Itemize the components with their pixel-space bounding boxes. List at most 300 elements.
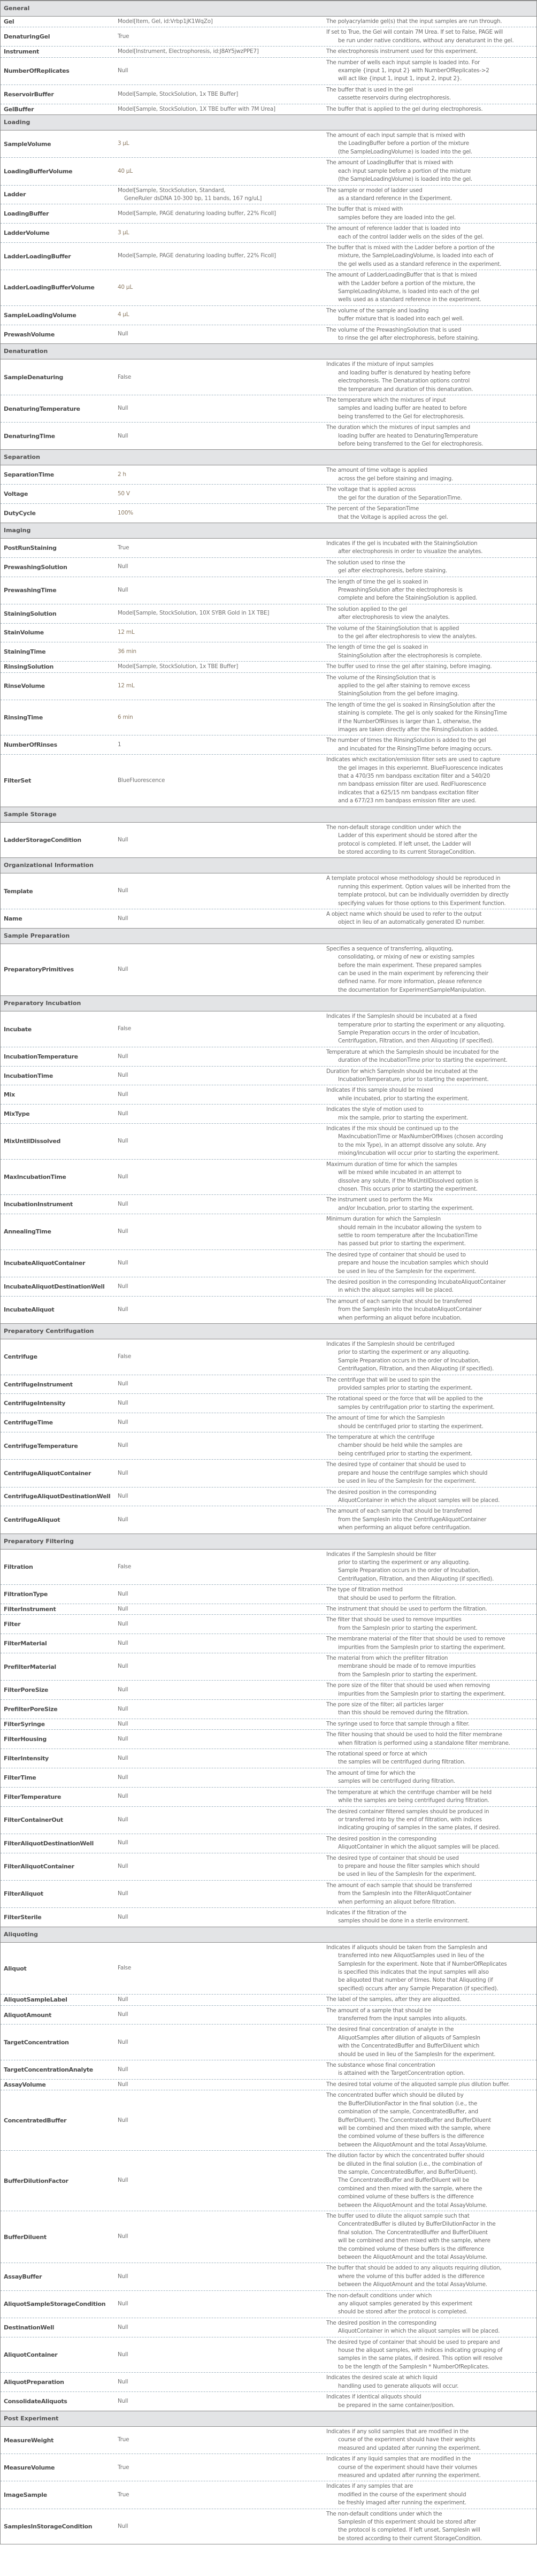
option-name: BufferDiluent bbox=[4, 2233, 47, 2241]
option-row bbox=[1, 1604, 536, 1614]
description-line: the protocol is completed. If left unset, SamplesIn will bbox=[338, 2527, 480, 2534]
option-value-line: Null bbox=[118, 2117, 128, 2123]
option-value-line: Null bbox=[118, 966, 128, 973]
section-loading bbox=[1, 114, 536, 343]
description-line: when performing an aliquot before centrifugation. bbox=[338, 1524, 471, 1531]
option-value-line: Null bbox=[118, 2523, 128, 2529]
option-description bbox=[326, 325, 536, 344]
option-row bbox=[1, 104, 536, 114]
description-line: The desired type of container that should be used to prepare and bbox=[326, 2339, 500, 2345]
option-value-line: False bbox=[118, 1025, 132, 1032]
option-value bbox=[118, 663, 326, 671]
option-description bbox=[326, 539, 536, 557]
option-value-line: 4 μL bbox=[118, 311, 129, 318]
description-line: the combined volume of these buffers is the difference bbox=[338, 2245, 484, 2252]
option-name: MeasureWeight bbox=[4, 2436, 54, 2444]
option-description bbox=[326, 2211, 536, 2263]
description-line: transferred from the input samples into aliquots. bbox=[338, 2015, 467, 2022]
description-line: protocol is completed. If left unset, the Ladder will bbox=[338, 840, 471, 847]
description-line: be stored according to its current StorageCondition. bbox=[338, 848, 476, 855]
option-value bbox=[118, 648, 326, 656]
option-value bbox=[118, 432, 326, 440]
description-line: The length of time the gel is soaked in bbox=[326, 578, 428, 585]
option-description bbox=[326, 1604, 536, 1614]
option-row bbox=[1, 2391, 536, 2411]
description-line: should be centrifuged prior to starting the experiment. bbox=[338, 1423, 484, 1430]
description-line: the gel images in this experiemnt. BlueFluorescence indicates bbox=[338, 764, 503, 771]
option-row bbox=[1, 2079, 536, 2090]
option-value bbox=[118, 1996, 326, 2004]
option-row bbox=[1, 305, 536, 325]
option-name: CentrifugeInstrument bbox=[4, 1381, 73, 1388]
description-line: impurities from the SamplesIn prior to starting the experiment. bbox=[338, 1690, 506, 1697]
option-value bbox=[118, 1492, 326, 1500]
option-name: IncubationTime bbox=[4, 1072, 53, 1079]
section-post-experiment bbox=[1, 2411, 536, 2544]
description-line: Indicates if aliquots should be taken from the SamplesIn and bbox=[326, 1944, 487, 1951]
description-line: from the SamplesIn into the CentrifugeAliquotContainer bbox=[338, 1516, 487, 1523]
option-value bbox=[118, 1913, 326, 1921]
option-name: Filter bbox=[4, 1621, 21, 1628]
option-description bbox=[326, 1488, 536, 1506]
description-line: be aliquoted that number of times. Note that Aliquoting (if bbox=[338, 1977, 493, 1984]
description-line: can be used in the main experiment by referencing their bbox=[338, 970, 489, 977]
description-line: and a 677/23 nm bandpass emission filter are used. bbox=[338, 798, 477, 804]
description-line: Sample Preparation occurs in the order of Incubation, bbox=[338, 1030, 480, 1036]
option-name: FilterMaterial bbox=[4, 1640, 47, 1647]
option-name: IncubateAliquot bbox=[4, 1306, 55, 1314]
option-description bbox=[326, 2392, 536, 2411]
description-line: the combined volume of these buffers is the difference bbox=[338, 2133, 484, 2140]
description-line: The number of times the RinsingSolution is added to the gel bbox=[326, 737, 486, 744]
description-line: and incubated for the RinsingTime before imaging occurs. bbox=[338, 745, 493, 752]
option-row bbox=[1, 754, 536, 806]
option-value-line: Null bbox=[118, 1605, 128, 1612]
option-value bbox=[118, 544, 326, 552]
description-line: If set to True, the Gel will contain 7M Urea. If set to False, PAGE will bbox=[326, 29, 503, 36]
option-value-line: Model[Item, Gel, id:Vrbp1jK1WqZo] bbox=[118, 18, 213, 25]
option-row bbox=[1, 1584, 536, 1604]
option-value bbox=[118, 33, 326, 41]
description-line: The instrument used to perform the Mix bbox=[326, 1197, 433, 1203]
description-line: The dilution factor by which the concentrated buffer should bbox=[326, 2152, 485, 2159]
option-description bbox=[326, 1460, 536, 1486]
description-line: provided samples prior to starting the experiment. bbox=[338, 1385, 473, 1392]
option-name: LadderVolume bbox=[4, 229, 50, 237]
option-row bbox=[1, 46, 536, 57]
section-header: Denaturation bbox=[1, 344, 536, 359]
description-line: samples before they are loaded into the gel. bbox=[338, 214, 456, 221]
description-line: combination of the sample, ConcentratedBuffer, and bbox=[338, 2109, 478, 2115]
description-line: indicates that a 625/15 nm bandpass excitation filter bbox=[338, 789, 479, 796]
option-description bbox=[326, 700, 536, 735]
description-line: samples should be done in a sterile environment. bbox=[338, 1918, 470, 1925]
option-name: IncubationTemperature bbox=[4, 1053, 78, 1060]
description-line: The buffer that is mixed with the Ladder before a portion of the bbox=[326, 244, 495, 251]
option-row bbox=[1, 1994, 536, 2005]
description-line: specifying values for those options to this Experiment function. bbox=[338, 900, 506, 907]
description-line: be diluted in the final solution (i.e., the combination of bbox=[338, 2160, 482, 2167]
option-name: Ladder bbox=[4, 191, 26, 198]
option-value-line: Model[Instrument, Electrophoresis, id:J8AY5jwzPPE7] bbox=[118, 48, 259, 55]
option-row bbox=[1, 1729, 536, 1749]
description-line: Indicates the style of motion used to bbox=[326, 1106, 424, 1113]
description-line: PrewashingSolution after the electrophoresis is bbox=[338, 586, 463, 593]
option-description bbox=[326, 2481, 536, 2508]
description-line: from the SamplesIn prior to starting the experiment. bbox=[338, 1671, 478, 1678]
option-value bbox=[118, 490, 326, 498]
description-line: The filter housing that should be used to hold the filter membrane bbox=[326, 1731, 502, 1738]
description-line: that a 470/35 nm bandpass excitation filter and a 540/20 bbox=[338, 773, 490, 780]
description-line: The length of time the gel is soaked in RinsingSolution after the bbox=[326, 701, 495, 708]
option-row bbox=[1, 131, 536, 157]
option-row bbox=[1, 2060, 536, 2079]
description-line: AliquotSamples after dilution of aliquots of SamplesIn bbox=[338, 2034, 480, 2041]
option-name: LoadingBufferVolume bbox=[4, 167, 73, 175]
option-value bbox=[118, 563, 326, 571]
option-name: AliquotPreparation bbox=[4, 2379, 64, 2386]
option-description bbox=[326, 1834, 536, 1853]
description-line: prepare and house the centrifuge samples which should bbox=[338, 1469, 488, 1476]
option-value-line: Model[Sample, StockSolution, 1x TBE Buffer] bbox=[118, 663, 239, 670]
option-description bbox=[326, 85, 536, 104]
option-description bbox=[326, 1085, 536, 1104]
option-value-line: Model[Sample, StockSolution, Standard, bbox=[118, 187, 226, 194]
description-line: with the ConcentratedBuffer and BufferDiluent which bbox=[338, 2043, 480, 2050]
option-row bbox=[1, 1339, 536, 1375]
description-line: SampleLoadingVolume, is loaded into each of the gel bbox=[338, 288, 479, 295]
description-line: final solution. The ConcentratedBuffer and BufferDiluent bbox=[338, 2229, 488, 2236]
option-row bbox=[1, 1066, 536, 1085]
option-value-line: 12 mL bbox=[118, 629, 135, 636]
option-name: Gel bbox=[4, 18, 14, 26]
description-line: Indicates if this sample should be mixed bbox=[326, 1087, 433, 1094]
option-description bbox=[326, 624, 536, 642]
option-description bbox=[326, 224, 536, 242]
option-value bbox=[118, 2436, 326, 2444]
option-name: CentrifugeTemperature bbox=[4, 1442, 78, 1450]
option-name: Filtration bbox=[4, 1563, 33, 1570]
option-row bbox=[1, 242, 536, 270]
option-value bbox=[118, 1137, 326, 1145]
option-value bbox=[118, 682, 326, 690]
section-denaturation bbox=[1, 343, 536, 449]
option-value bbox=[118, 1792, 326, 1800]
description-line: from the SamplesIn into the IncubateAliquotContainer bbox=[338, 1306, 482, 1313]
option-description bbox=[326, 1700, 536, 1719]
description-line: will be combined and then mixed with the sample, where bbox=[338, 2125, 490, 2132]
option-name: FilterTime bbox=[4, 1774, 36, 1781]
option-value-line: Null bbox=[118, 2011, 128, 2018]
option-description bbox=[326, 1160, 536, 1195]
option-name: AnnealingTime bbox=[4, 1228, 51, 1236]
option-description bbox=[326, 1881, 536, 1907]
option-row bbox=[1, 85, 536, 104]
option-row bbox=[1, 1047, 536, 1066]
option-row bbox=[1, 17, 536, 27]
option-value bbox=[118, 1442, 326, 1450]
option-description bbox=[326, 909, 536, 928]
description-line: The desired final concentration of analyte in the bbox=[326, 2026, 454, 2033]
option-value bbox=[118, 2397, 326, 2405]
description-line: Specifies a sequence of transferring, aliquoting, bbox=[326, 945, 453, 952]
description-line: AliquotContainer in which the aliquot samples will be placed. bbox=[338, 1497, 500, 1504]
option-name: DenaturingTemperature bbox=[4, 405, 80, 412]
option-value bbox=[118, 2066, 326, 2074]
option-row bbox=[1, 1653, 536, 1680]
option-row bbox=[1, 642, 536, 661]
option-name: TargetConcentration bbox=[4, 2038, 69, 2046]
option-name: FilterInstrument bbox=[4, 1606, 56, 1613]
option-value bbox=[118, 1259, 326, 1267]
description-line: being centrifuged prior to starting the experiment. bbox=[338, 1450, 472, 1457]
option-description bbox=[326, 1681, 536, 1699]
option-name: RinsingTime bbox=[4, 714, 43, 722]
description-line: The buffer that should be added to any aliquots requiring dilution, bbox=[326, 2265, 502, 2272]
description-line: The rotational speed or force at which bbox=[326, 1751, 427, 1758]
option-value-line: Null bbox=[118, 1201, 128, 1208]
option-name: FilterPoreSize bbox=[4, 1686, 49, 1694]
option-row bbox=[1, 1907, 536, 1927]
option-name: MaxIncubationTime bbox=[4, 1174, 66, 1180]
description-line: The buffer that is applied to the gel during electrophoresis. bbox=[326, 105, 483, 112]
description-line: The amount of each sample that should be transferred bbox=[326, 1882, 472, 1889]
option-row bbox=[1, 2454, 536, 2481]
option-description bbox=[326, 873, 536, 909]
description-line: The desired container filtered samples should be produced in bbox=[326, 1808, 489, 1815]
description-line: The instrument that should be used to perform the filtration. bbox=[326, 1605, 487, 1612]
description-line: each input sample before a portion of the mixture bbox=[338, 167, 471, 174]
option-name: AliquotAmount bbox=[4, 2011, 52, 2019]
option-value-line: Null bbox=[118, 1705, 128, 1712]
description-line: Ladder of this experiment should be stored after the bbox=[338, 832, 478, 839]
description-line: prior to starting the experiment or any aliquoting. bbox=[338, 1349, 471, 1356]
description-line: Indicates if the SamplesIn should be filter bbox=[326, 1551, 436, 1558]
description-line: Indicates if any liquid samples that are modified in the bbox=[326, 2456, 471, 2463]
description-line: the sample, ConcentratedBuffer, and BufferDiluent). bbox=[338, 2168, 478, 2175]
description-line: The ConcentratedBuffer and BufferDiluent will be bbox=[338, 2177, 470, 2184]
option-value-line: Null bbox=[118, 1091, 128, 1098]
section-imaging bbox=[1, 523, 536, 807]
option-name: MixType bbox=[4, 1110, 30, 1118]
option-description bbox=[326, 2151, 536, 2211]
option-value bbox=[118, 1173, 326, 1181]
option-value bbox=[118, 1025, 326, 1033]
option-value-line: Null bbox=[118, 1621, 128, 1628]
option-description bbox=[326, 944, 536, 995]
option-value bbox=[118, 609, 326, 617]
option-value-line: Null bbox=[118, 1173, 128, 1180]
option-row bbox=[1, 1768, 536, 1787]
option-name: AliquotContainer bbox=[4, 2351, 58, 2358]
option-value bbox=[118, 1228, 326, 1236]
description-line: Sample Preparation occurs in the order of Incubation, bbox=[338, 1357, 480, 1364]
description-line: and/or Incubation, prior to starting the experiment. bbox=[338, 1205, 474, 1212]
option-value bbox=[118, 2491, 326, 2499]
description-line: any aliquot samples generated by this experiment bbox=[338, 2301, 472, 2307]
option-name: Centrifuge bbox=[4, 1353, 37, 1361]
description-line: SamplesIn of this experiment should be stored after bbox=[338, 2518, 476, 2525]
description-line: The amount of each sample that should be transferred bbox=[326, 1508, 472, 1515]
description-line: chosen. This occurs prior to starting the experiment. bbox=[338, 1185, 478, 1192]
option-name: DenaturingGel bbox=[4, 33, 50, 41]
description-line: combined volume of these buffers is the difference bbox=[338, 2194, 474, 2201]
option-value bbox=[118, 2300, 326, 2308]
description-line: to the gel after electrophoresis to view the analytes. bbox=[338, 633, 477, 640]
option-value-line: 100% bbox=[118, 509, 133, 516]
option-name: StainVolume bbox=[4, 629, 44, 637]
option-row bbox=[1, 1634, 536, 1653]
option-description bbox=[326, 673, 536, 700]
option-value bbox=[118, 777, 326, 785]
option-row bbox=[1, 27, 536, 46]
section-header: Organizational Information bbox=[1, 858, 536, 873]
option-value bbox=[118, 1469, 326, 1477]
option-value bbox=[118, 1516, 326, 1524]
option-name: PostRunStaining bbox=[4, 544, 57, 551]
description-line: measured and updated after running the experiment. bbox=[338, 2444, 481, 2451]
option-name: MixUntilDissolved bbox=[4, 1138, 61, 1145]
option-row bbox=[1, 1214, 536, 1249]
option-value bbox=[118, 1686, 326, 1694]
description-line: samples and loading buffer are heated to before bbox=[338, 405, 467, 412]
option-value-line: Null bbox=[118, 1793, 128, 1800]
option-value bbox=[118, 330, 326, 338]
option-row bbox=[1, 1749, 536, 1768]
option-row bbox=[1, 503, 536, 523]
option-value bbox=[118, 1662, 326, 1670]
description-line: MaxIncubationTime or MaxNumberOfMixes (chosen according bbox=[338, 1133, 503, 1140]
option-value-line: Null bbox=[118, 1381, 128, 1387]
option-row bbox=[1, 604, 536, 623]
option-name: DestinationWell bbox=[4, 2324, 55, 2331]
option-row bbox=[1, 873, 536, 909]
option-value bbox=[118, 2464, 326, 2472]
description-line: samples will be centrifuged during filtration. bbox=[338, 1778, 455, 1785]
option-description bbox=[326, 823, 536, 858]
option-name: StainingTime bbox=[4, 648, 46, 656]
description-line: be freshly imaged after running the experiment. bbox=[338, 2500, 466, 2506]
option-description bbox=[326, 1768, 536, 1787]
description-line: the gel wells used as a standard reference in the experiment. bbox=[338, 260, 502, 267]
option-value-line: 36 min bbox=[118, 648, 136, 655]
option-value bbox=[118, 140, 326, 148]
description-line: the temperature and duration of this denaturation. bbox=[338, 386, 473, 393]
section-header: Preparatory Centrifugation bbox=[1, 1324, 536, 1339]
description-line: should be used in lieu of the SamplesIn for the experiment. bbox=[338, 2051, 496, 2058]
option-row bbox=[1, 909, 536, 928]
option-value-line: Null bbox=[118, 1735, 128, 1742]
option-value-line: False bbox=[118, 1353, 132, 1360]
description-line: be used in lieu of the SamplesIn for the experiment. bbox=[338, 1478, 477, 1485]
option-name: FilterSterile bbox=[4, 1913, 42, 1921]
option-description bbox=[326, 243, 536, 270]
option-value-line: Null bbox=[118, 1138, 128, 1145]
option-name: FilterContainerOut bbox=[4, 1816, 63, 1824]
description-line: (the SampleLoadingVolume) is loaded into the gel. bbox=[338, 148, 472, 155]
description-line: in which the aliquot samples will be placed. bbox=[338, 1287, 454, 1294]
option-value-line: Model[Sample, StockSolution, 10X SYBR Gold in 1X TBE] bbox=[118, 610, 270, 617]
option-value bbox=[118, 2081, 326, 2089]
description-line: The membrane material of the filter that should be used to remove bbox=[326, 1636, 505, 1643]
option-description bbox=[326, 1432, 536, 1459]
option-value-line: 1 bbox=[118, 741, 121, 748]
description-line: The filter that should be used to remove impurities bbox=[326, 1616, 462, 1623]
option-value-line: False bbox=[118, 1965, 132, 1972]
description-line: will act like {input 1, input 1, input 2, input 2}. bbox=[338, 75, 462, 82]
option-description bbox=[326, 1339, 536, 1375]
option-value bbox=[118, 2038, 326, 2046]
description-line: handling used to generate aliquots will occur. bbox=[338, 2382, 459, 2389]
option-name: ConsolidateAliquots bbox=[4, 2398, 67, 2405]
option-description bbox=[326, 270, 536, 305]
section-sample-storage bbox=[1, 807, 536, 858]
description-line: between the AliquotAmount and the total AssayVolume. bbox=[338, 2202, 487, 2209]
option-description bbox=[326, 306, 536, 325]
description-line: The non-default conditions under which the bbox=[326, 2510, 442, 2517]
description-line: measured and updated after running the experiment. bbox=[338, 2472, 481, 2479]
description-line: settle to room temperature after the IncubationTime bbox=[338, 1232, 478, 1239]
option-row bbox=[1, 735, 536, 754]
description-line: between the AliquotAmount and the total AssayVolume. bbox=[338, 2281, 487, 2288]
option-name: DutyCycle bbox=[4, 510, 36, 517]
option-value-line: Null bbox=[118, 1306, 128, 1313]
description-line: each of the control ladder wells on the sides of the gel. bbox=[338, 233, 484, 240]
option-value-line: Null bbox=[118, 2177, 128, 2184]
option-description bbox=[326, 642, 536, 661]
option-value-line: 3 μL bbox=[118, 140, 129, 147]
option-description bbox=[326, 2454, 536, 2481]
section-header: Sample Storage bbox=[1, 807, 536, 823]
option-row bbox=[1, 1104, 536, 1123]
option-value-line: True bbox=[118, 2436, 129, 2443]
option-value-line: True bbox=[118, 2491, 129, 2498]
option-description bbox=[326, 1585, 536, 1604]
description-line: complete and before the StainingSolution is applied. bbox=[338, 595, 478, 602]
description-line: A template protocol whose methodology should be reproduced in bbox=[326, 875, 501, 882]
option-description bbox=[326, 158, 536, 185]
option-value-line: True bbox=[118, 2464, 129, 2471]
option-row bbox=[1, 2024, 536, 2060]
option-value-line: Null bbox=[118, 1053, 128, 1060]
option-description bbox=[326, 1807, 536, 1834]
description-line: defined name. For more information, please reference bbox=[338, 978, 482, 985]
option-value bbox=[118, 1754, 326, 1762]
option-row bbox=[1, 484, 536, 503]
description-line: Temperature at which the SamplesIn should be incubated for the bbox=[326, 1048, 499, 1055]
description-line: The buffer that is mixed with bbox=[326, 206, 403, 213]
option-name: PrewashingTime bbox=[4, 587, 57, 594]
description-line: after electrophoresis to view the analytes. bbox=[338, 614, 450, 621]
description-line: should remain in the incubator allowing the system to bbox=[338, 1224, 482, 1231]
option-value bbox=[118, 887, 326, 895]
description-line: Centrifugation, Filtration, and then Aliquoting (if specified). bbox=[338, 1366, 494, 1373]
description-line: transferred into new AliquotSamples used in lieu of the bbox=[338, 1952, 485, 1959]
description-line: wells used as a standard reference in the experiment. bbox=[338, 296, 481, 303]
option-value bbox=[118, 1816, 326, 1824]
option-value-line: Model[Sample, StockSolution, 1x TBE Buffer] bbox=[118, 90, 239, 97]
option-description bbox=[326, 1719, 536, 1729]
description-line: indicating grouping of samples in the same plates, if desired. bbox=[338, 1824, 500, 1831]
option-value-line: True bbox=[118, 544, 129, 551]
option-name: Incubate bbox=[4, 1025, 32, 1033]
option-value bbox=[118, 1071, 326, 1079]
description-line: The amount of each input sample that is mixed with bbox=[326, 132, 465, 139]
option-name: Name bbox=[4, 915, 22, 922]
option-value bbox=[118, 1705, 326, 1713]
option-value-line: Null bbox=[118, 2081, 128, 2088]
option-value bbox=[118, 2378, 326, 2386]
